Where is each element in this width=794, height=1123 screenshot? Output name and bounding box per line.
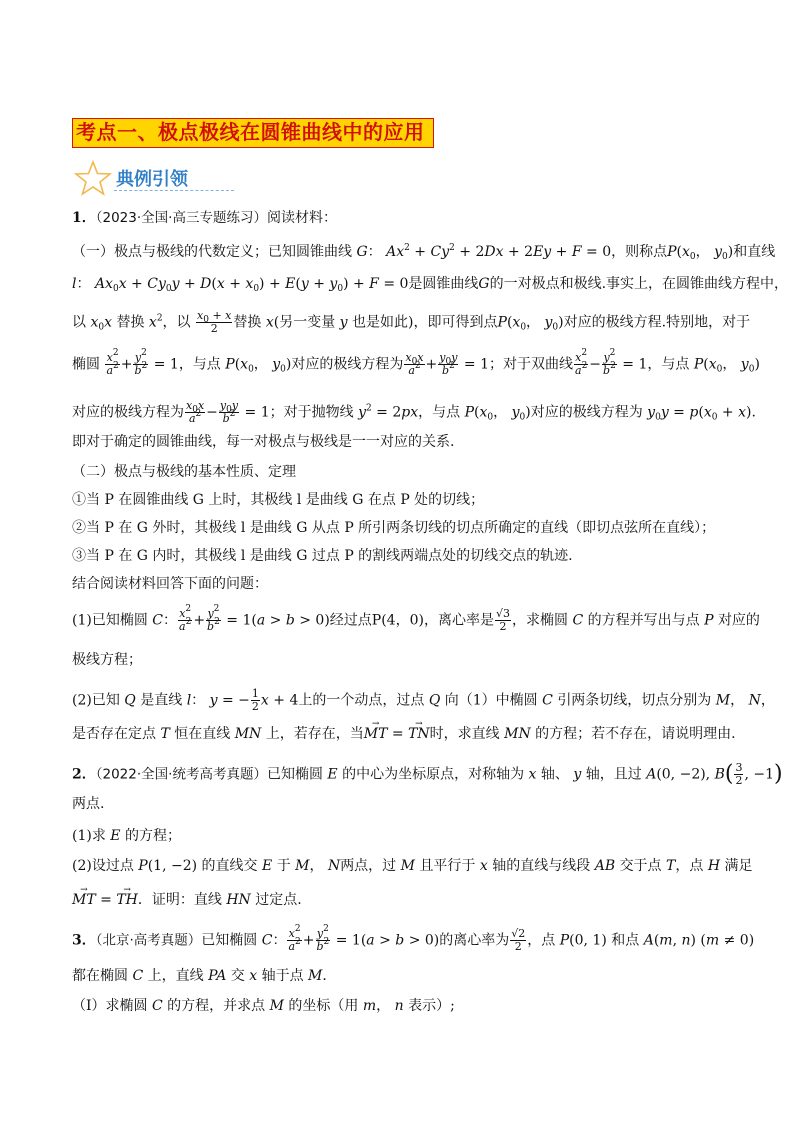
- problem-1-line-1: （一）极点与极线的代数定义；已知圆锥曲线 G： $Ax^2 + Cy^2 + 2Dx + 2Ey + F = 0$，则称点$P(x_0$， $y_0$)和直线: [72, 243, 776, 262]
- property-1: ①当 P 在圆锥曲线 G 上时，其极线 l 是曲线 G 在点 P 处的切线；: [72, 492, 485, 508]
- star-icon: [74, 160, 112, 196]
- problem-2-question-1: (1)求 E 的方程；: [72, 828, 181, 844]
- property-3: ③当 P 在 G 内时，其极线 l 是曲线 G 过点 P 的割线两端点处的切线交点的轨迹.: [72, 548, 573, 564]
- example-header: [74, 160, 254, 196]
- section-title: 考点一、极点极线在圆锥曲线中的应用: [72, 118, 434, 148]
- problem-1-heading: 1．（2023·全国·高三专题练习）阅读材料：: [72, 210, 337, 226]
- problem-3-heading: 3．（北京·高考真题）已知椭圆 C： $\frac{x^2}{a^2}$ + $\frac{y^2}{b^2}$ = 1(a > b > 0)的离心率为 $\frac{√2}{2}$ ，点 P(0, 1) 和点 A(m, n) (m ≠ 0): [72, 924, 755, 953]
- problem-1-line-4: 椭圆 $\frac{x^2}{a^2}$ + $\frac{y^2}{b^2}$ = 1，与点 $P(x_0$， $y_0$)对应的极线方程为 $\frac{x_0x}{a^2}$ + $\frac{y_0y}{b^2}$ = 1；对于双曲线 $\frac{x^2}{a^2}$ − $\frac{y^2}{b^2}$ = 1，与点 $P(x_0$， $y_0$): [72, 348, 760, 377]
- header-underline: [114, 190, 234, 191]
- problem-1-question-2-cont: 是否存在定点 T 恒在直线 MN 上，若存在，当→ MT = → TN时，求直线 MN 的方程；若不存在，请说明理由.: [72, 726, 736, 743]
- problem-1-question-1: (1)已知椭圆 C： $\frac{x^2}{a^2}$ + $\frac{y^2}{b^2}$ = 1(a > b > 0)经过点P(4，0)，离心率是 $\frac{√3}{2}$ ，求椭圆 C 的方程并写出与点 P 对应的: [72, 604, 760, 633]
- problem-2-question-2: (2)设过点 P(1, −2) 的直线交 E 于 M， N两点，过 M 且平行于 x 轴的直线与线段 AB 交于点 T，点 H 满足: [72, 858, 753, 874]
- problem-1-line-5: 对应的极线方程为 $\frac{x_0x}{a^2}$ − $\frac{y_0y}{b^2}$ = 1；对于抛物线 $y^2 = 2px$，与点 $P(x_0$， $y_0$)对应的极线方程为 $y_0y = p(x_0 + x)$.: [72, 399, 756, 425]
- problem-1-instruction: 结合阅读材料回答下面的问题：: [72, 576, 268, 592]
- problem-2-heading-cont: 两点.: [72, 796, 105, 812]
- problem-1-line-3: 以 $x_0x$ 替换 $x^2$，以 $\frac{x_0 + x}{2}$ 替换 x(另一变量 y 也是如此)，即可得到点$P(x_0$， $y_0$)对应的极线方程.特别地，对于: [72, 309, 751, 335]
- problem-1-part2-title: （二）极点与极线的基本性质、定理: [72, 464, 296, 480]
- problem-1-summary: 即对于确定的圆锥曲线，每一对极点与极线是一一对应的关系.: [72, 434, 455, 450]
- problem-3-heading-cont: 都在椭圆 C 上，直线 PA 交 x 轴于点 M．: [72, 968, 337, 984]
- fraction: $\frac{x_0 + x}{2}$: [197, 309, 232, 335]
- problem-2-heading: 2．（2022·全国·统考高考真题）已知椭圆 E 的中心为坐标原点，对称轴为 x 轴、 y 轴，且过 A(0, −2), B( $\frac{3}{2}$ , −1): [72, 761, 783, 787]
- problem-1-question-2: (2)已知 Q 是直线 l： y = − $\frac{1}{2}$ x + 4上的一个动点，过点 Q 向（1）中椭圆 C 引两条切线，切点分别为 M， N，: [72, 687, 775, 713]
- property-2: ②当 P 在 G 外时，其极线 l 是曲线 G 从点 P 所引两条切线的切点所确定的直线（即切点弦所在直线）；: [72, 520, 716, 536]
- problem-3-question-1: （Ⅰ）求椭圆 C 的方程，并求点 M 的坐标（用 m， n 表示）;: [72, 998, 455, 1014]
- problem-2-question-2-cont: → MT = → TH．证明：直线 HN 过定点.: [72, 892, 302, 909]
- problem-1-line-2: l： $Ax_0x + Cy_0y + D(x + x_0) + E(y + y_0) + F = 0$是圆锥曲线G的一对极点和极线.事实上，在圆锥曲线方程中，: [72, 276, 789, 294]
- example-header-label: 典例引领: [116, 169, 188, 190]
- problem-1-question-1-cont: 极线方程；: [72, 652, 142, 668]
